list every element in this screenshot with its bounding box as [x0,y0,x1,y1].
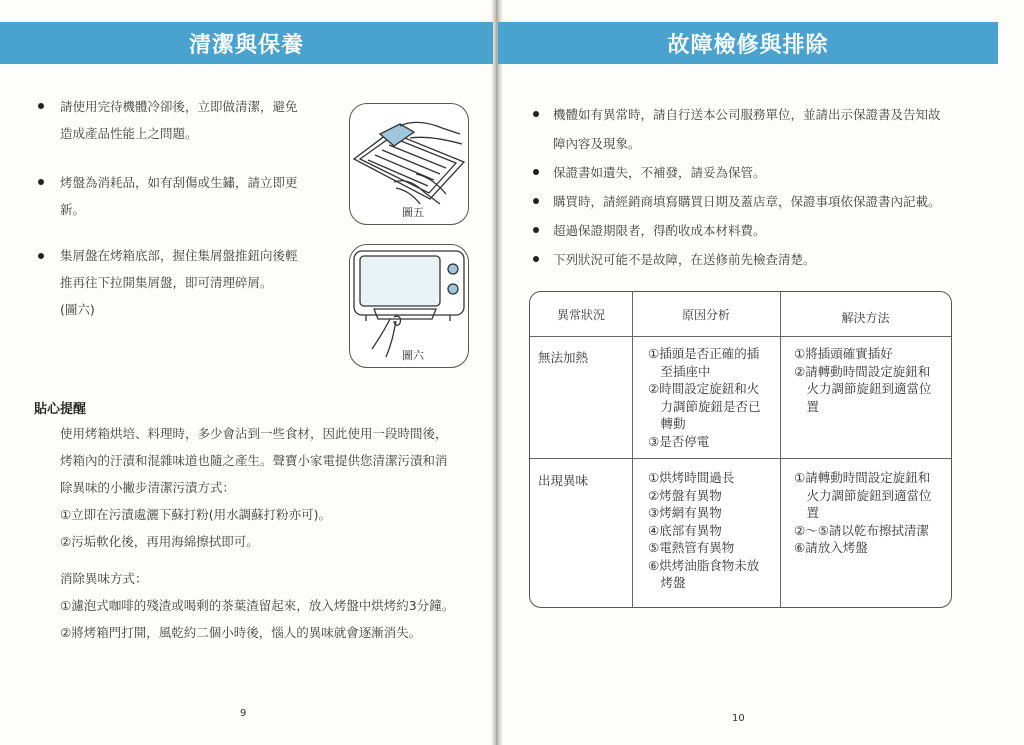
text-line: 機體如有異常時，請自行送本公司服務單位，並請出示保證書及告知故 [553,107,941,122]
text-line: ①將插頭確實插好 [794,346,893,361]
text-line: 除異味的小撇步清潔污漬方式： [60,480,236,495]
table-row-2-symptom: 出現異味 [538,473,589,488]
text-line: 使用烤箱烘培、料理時，多少會沾到一些食材，因此使用一段時間後， [60,426,448,441]
left-page-title: 清潔與保養 [0,22,493,64]
table-row-1-symptom: 無法加熱 [538,350,589,365]
text-line: 置 [794,398,820,414]
text-line: ①濾泡式咖啡的殘渣或喝剩的茶葉渣留起來，放入烤盤中烘烤約3分鐘。 [60,598,455,613]
page-number-right: 10 [732,713,745,724]
text-line: 集屑盤在烤箱底部，握住集屑盤推鈕向後輕 [60,248,298,263]
page-number-left: 9 [240,708,247,719]
text-line: 轉動 [648,416,686,431]
text-line: 造成產品性能上之問題。 [60,126,198,141]
text-line: ④底部有異物 [648,522,722,538]
text-line: ①插頭是否正確的插 [648,346,760,361]
text-line: ⑥烘烤油脂食物未放 [648,557,760,573]
bullet-dot [533,111,539,117]
table-row-divider [530,336,951,337]
text-line: 障內容及現象。 [553,136,641,151]
text-line: 烤盤 [648,575,686,590]
right-page-title: 故障檢修與排除 [498,22,998,64]
text-line: ②將烤箱門打開，風乾約二個小時後，惱人的異味就會逐漸消失。 [60,625,422,640]
right-bullet-5: 下列狀況可能不是故障，在送修前先檢查清楚。 [553,252,816,267]
text-line: ①立即在污漬處灑下蘇打粉(用水調蘇打粉亦可)。 [60,507,331,522]
table-row-1-causes [648,345,761,450]
odor-heading: 消除異味方式： [60,571,148,586]
bullet-dot [38,253,44,259]
figure-six [349,244,469,368]
right-bullet-2: 保證書如遺失，不補發，請妥為保管。 [553,165,766,180]
troubleshooting-table [529,291,952,608]
bullet-dot [533,169,539,175]
table-column-divider [632,292,633,607]
table-row-2-solutions [794,469,932,557]
left-bullet-3 [60,242,320,323]
text-line: 置 [794,505,820,520]
table-header-cause: 原因分析 [681,308,730,322]
text-line: 請使用完待機體冷卻後，立即做清潔，避免 [60,99,298,114]
left-bullet-1 [60,93,320,147]
right-bullet-3: 購買時，請經銷商填寫購買日期及蓋店章，保證事項依保證書內記載。 [553,194,941,209]
text-line: 推再往下拉開集屑盤，即可清理碎屑。 [60,275,273,290]
text-line: 火力調節旋鈕到適當位 [794,381,932,396]
text-line: ①請轉動時間設定旋鈕和 [794,470,931,485]
book-spine [491,0,503,745]
figure-five [349,103,469,225]
figure-five-label: 圖五 [402,206,424,219]
text-line: ②請轉動時間設定旋鈕和 [794,363,931,379]
table-row-1-solutions [794,345,932,415]
table-column-divider [780,292,781,607]
bullet-dot [533,256,539,262]
text-line: 火力調節旋鈕到適當位 [794,487,932,503]
text-line: 至插座中 [648,363,711,379]
bullet-dot [533,198,539,204]
table-header-symptom: 異常狀況 [556,308,605,322]
text-line: (圖六) [60,302,95,317]
figure-six-label: 圖六 [402,349,424,362]
table-header-solution: 解決方法 [841,311,890,325]
text-line: ③烤網有異物 [648,505,722,520]
text-line: ⑤電熱管有異物 [648,540,735,555]
bullet-dot [38,103,44,109]
text-line: ②時間設定旋鈕和火 [648,381,760,396]
text-line: ⑥請放入烤盤 [794,540,868,555]
right-bullet-1 [553,100,973,158]
text-line: 新。 [60,202,86,217]
text-line: ②污垢軟化後，再用海綿擦拭即可。 [60,534,259,549]
text-line: ②烤盤有異物 [648,487,722,503]
text-line: 力調節旋鈕是否已 [648,398,761,414]
bullet-dot [533,227,539,233]
bullet-dot [38,179,44,185]
text-line: 烤盤為消耗品，如有刮傷或生鏽，請立即更 [60,175,298,190]
text-line: 烤箱內的汙漬和混雜味道也隨之產生。聲寶小家電提供您清潔污漬和消 [60,453,448,468]
tips-heading: 貼心提醒 [34,402,87,417]
text-line: ①烘烤時間過長 [648,470,735,485]
left-bullet-2 [60,169,320,223]
tips-body [60,420,470,555]
table-row-divider [530,458,951,459]
text-line: ②～⑤請以乾布擦拭清潔 [794,522,929,538]
text-line: ③是否停電 [648,433,710,449]
table-row-2-causes [648,469,759,592]
right-bullet-4: 超過保證期限者，得酌收成本材料費。 [553,223,766,238]
odor-body [60,565,470,646]
